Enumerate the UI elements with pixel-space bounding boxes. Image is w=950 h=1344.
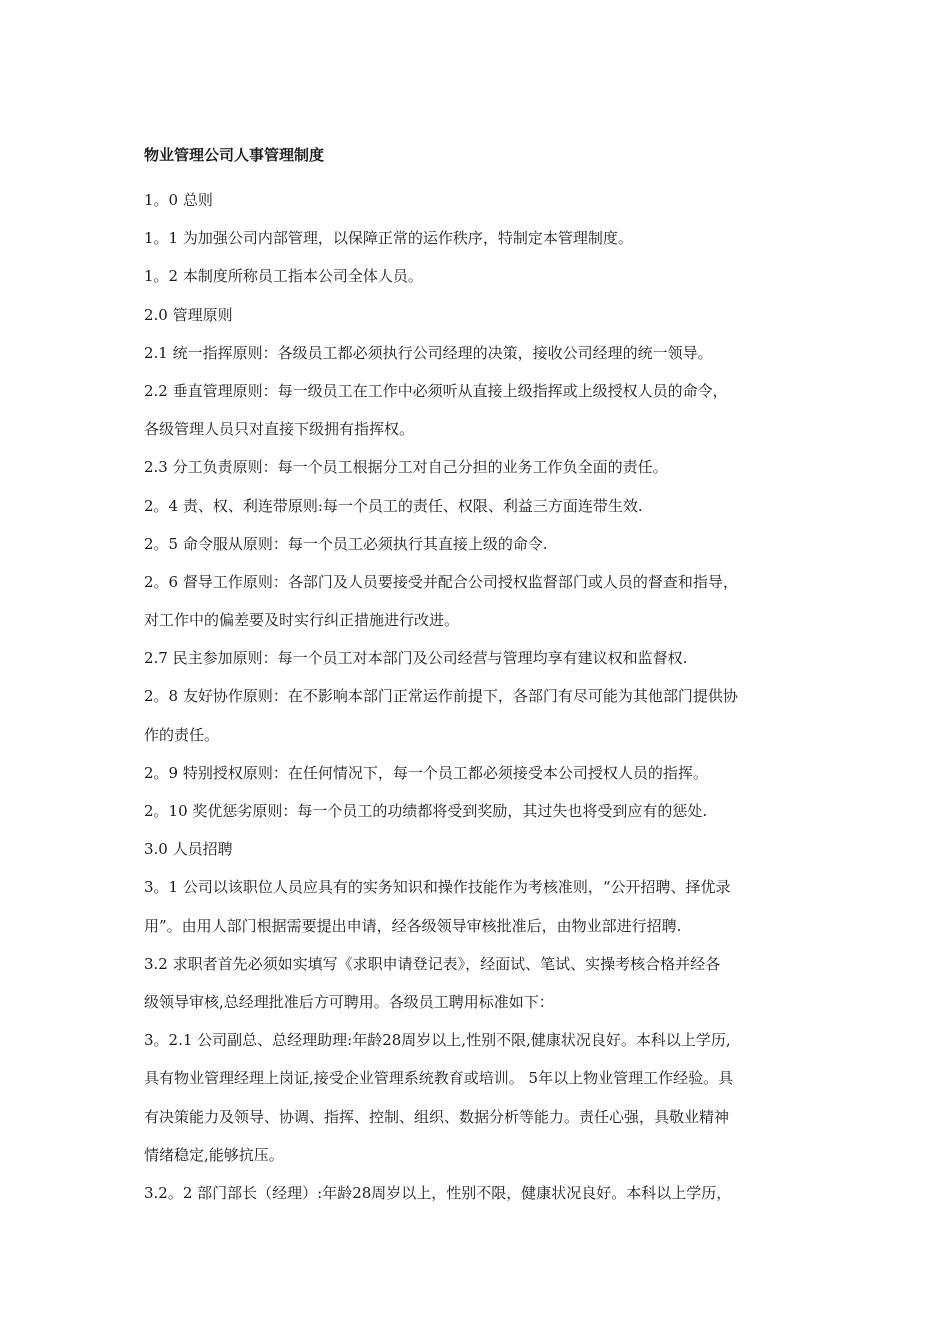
text-line: 对工作中的偏差要及时实行纠正措施进行改进。 [144,611,460,630]
text-line: 3。2.1 公司副总、总经理助理:年龄28周岁以上,性别不限,健康状况良好。本科以上学历, [144,1031,731,1050]
text-line: 2.0 管理原则 [144,305,233,324]
paragraph [144,830,814,868]
text-line: 3。1 公司以该职位人员应具有的实务知识和操作技能作为考核准则，“公开招聘、择优录 [144,878,731,897]
paragraph [144,296,814,334]
text-line: 3.2 求职者首先必须如实填写《求职申请登记表》，经面试、笔试、实操考核合格并经各 [144,954,721,973]
paragraph [144,372,814,448]
document-body [144,143,814,1212]
paragraph [144,945,814,1021]
text-line: 2。10 奖优惩劣原则：每一个员工的功绩都将受到奖励，其过失也将受到应有的惩处. [144,802,708,820]
paragraph [144,563,814,639]
text-line: 级领导审核,总经理批准后方可聘用。各级员工聘用标准如下： [144,992,554,1011]
text-line: 作的责任。 [144,725,220,744]
text-line: 有决策能力及领导、协调、指挥、控制、组织、数据分析等能力。责任心强，具敬业精神 [144,1107,730,1126]
text-line: 1。2 本制度所称员工指本公司全体人员。 [144,267,423,286]
paragraph [144,792,814,830]
paragraph [144,219,814,257]
paragraph [144,639,814,677]
document-title: 物业管理公司人事管理制度 [144,146,325,164]
paragraph [144,868,814,944]
text-line: 2.7 民主参加原则：每一个员工对本部门及公司经营与管理均享有建议权和监督权. [144,649,688,668]
text-line: 3.0 人员招聘 [144,840,233,859]
text-line: 2。4 责、权、利连带原则:每一个员工的责任、权限、利益三方面连带生效. [144,496,643,515]
text-line: 2。6 督导工作原则：各部门及人员要接受并配合公司授权监督部门或人员的督查和指导， [144,572,738,591]
paragraph [144,334,814,372]
text-line: 1。0 总则 [144,191,213,209]
paragraph [144,181,814,219]
text-line: 用”。由用人部门根据需要提出申请，经各级领导审核批准后，由物业部进行招聘. [144,916,682,935]
text-line: 2.1 统一指挥原则：各级员工都必须执行公司经理的决策，接收公司经理的统一领导。 [144,343,713,362]
text-line: 2。5 命令服从原则：每一个员工必须执行其直接上级的命令. [144,534,548,553]
paragraph [144,754,814,792]
paragraph [144,677,814,753]
paragraph [144,257,814,295]
text-line: 3.2。2 部门部长（经理）:年龄28周岁以上，性别不限，健康状况良好。本科以上学历， [144,1183,732,1202]
text-line: 1。1 为加强公司内部管理，以保障正常的运作秩序，特制定本管理制度。 [144,229,633,248]
text-line: 各级管理人员只对直接下级拥有指挥权。 [144,420,415,439]
text-line: 2.3 分工负责原则：每一个员工根据分工对自己分担的业务工作负全面的责任。 [144,458,668,477]
paragraph [144,525,814,563]
text-line: 具有物业管理经理上岗证,接受企业管理系统教育或培训。 5年以上物业管理工作经验。具 [144,1069,734,1088]
text-line: 2.2 垂直管理原则：每一级员工在工作中必须听从直接上级指挥或上级授权人员的命令， [144,381,728,400]
paragraph [144,1021,814,1174]
paragraph [144,1174,814,1212]
text-line: 情绪稳定,能够抗压。 [144,1145,284,1164]
paragraph-list [144,181,814,1212]
paragraph [144,448,814,486]
text-line: 2。8 友好协作原则：在不影响本部门正常运作前提下，各部门有尽可能为其他部门提供协 [144,687,738,706]
paragraph [144,487,814,525]
text-line: 2。9 特别授权原则：在任何情况下，每一个员工都必须接受本公司授权人员的指挥。 [144,763,708,782]
